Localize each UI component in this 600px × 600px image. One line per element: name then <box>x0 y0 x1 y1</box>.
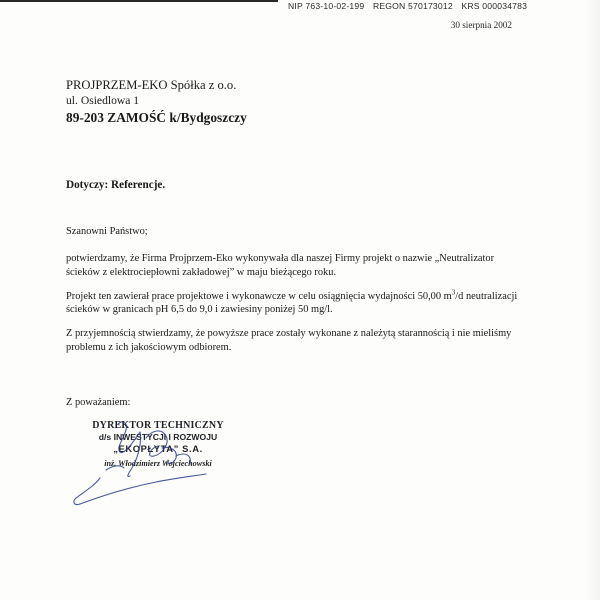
letter-body <box>66 252 528 365</box>
body-paragraph-2-end: /d neutralizacji ścieków w granicach pH 6,5 do 9,0 i zawiesiny poniżej 50 mg/l. <box>66 290 518 316</box>
nip-number: NIP 763-10-02-199 <box>288 1 365 11</box>
stamp-title: DYREKTOR TECHNICZNY <box>92 420 224 431</box>
body-paragraph-1: potwierdzamy, że Firma Projprzem-Eko wykonywała dla naszej Firmy projekt o nazwie „Neutralizator ścieków z elektrociepłowni zakładowej” w maju bieżącego roku. <box>66 253 495 278</box>
recipient-street: ul. Osiedlowa 1 <box>66 94 140 107</box>
letter-subject: Dotyczy: Referencje. <box>66 179 166 191</box>
recipient-name: PROJPRZEM-EKO Spółka z o.o. <box>66 78 237 92</box>
stamp-department: d/s INWESTYCJI I ROZWOJU <box>98 432 218 442</box>
recipient-address <box>66 77 247 127</box>
recipient-city: 89-203 ZAMOŚĆ k/Bydgoszczy <box>66 110 247 125</box>
regon-number: REGON 570173012 <box>372 1 453 11</box>
stamp-company: „EKOPŁYTA” S.A. <box>113 443 203 454</box>
letterhead-rule <box>0 0 278 2</box>
unit-superscript: 3 <box>451 288 456 297</box>
salutation: Szanowni Państwo; <box>66 226 148 237</box>
signature-stamp <box>78 420 238 471</box>
krs-number: KRS 000034783 <box>461 1 528 11</box>
body-paragraph-2 <box>66 290 528 318</box>
scan-edge-shadow <box>586 0 600 600</box>
body-paragraph-2-start: Projekt ten zawierał prace projektowe i wykonawcze w celu osiągnięcia wydajności 50,00 m <box>66 290 452 302</box>
letter-date: 30 sierpnia 2002 <box>450 20 512 30</box>
registration-numbers <box>282 0 600 13</box>
closing-phrase: Z poważaniem: <box>66 397 131 408</box>
stamp-signatory: inż. Włodzimierz Wojciechowski <box>104 459 212 468</box>
body-paragraph-3: Z przyjemnością stwierdzamy, że powyższe prace zostały wykonane z należytą starannością i nie mieliśmy problemu z ich jakościowym odbiorem. <box>66 328 512 353</box>
